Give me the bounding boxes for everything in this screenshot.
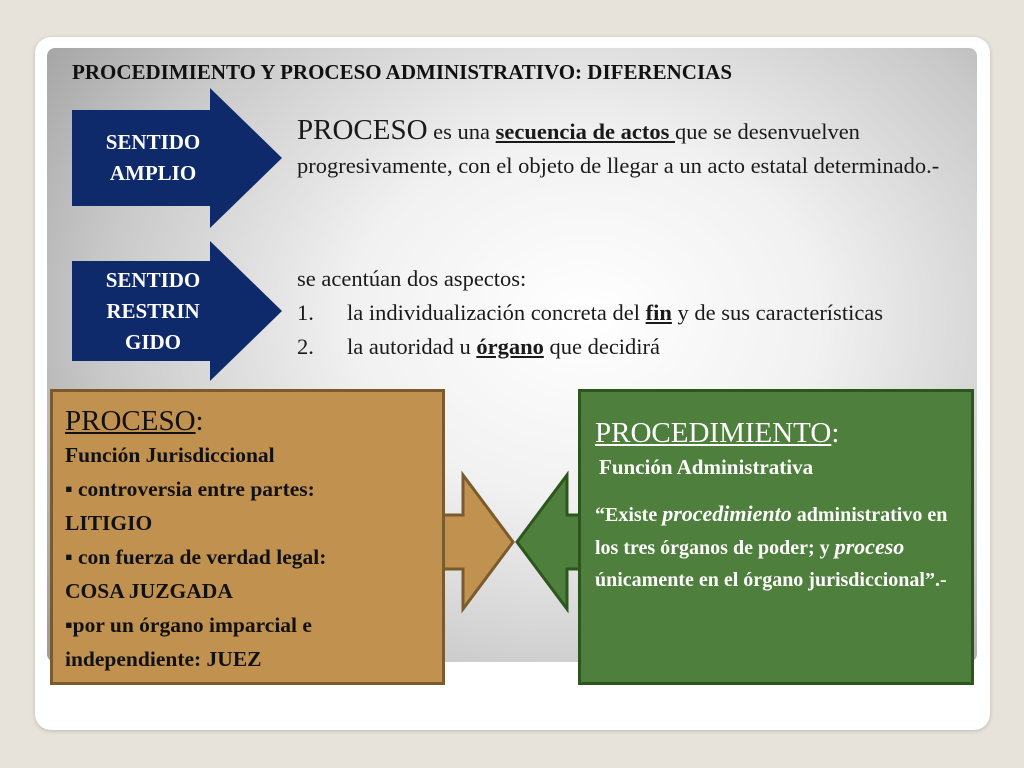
aspect-item: 1. la individualización concreta del fin y de sus características	[297, 300, 884, 325]
definition-term: PROCESO	[297, 114, 428, 146]
slide-title: PROCEDIMIENTO Y PROCESO ADMINISTRATIVO: DIFERENCIAS	[72, 60, 732, 84]
proceso-item: ▪ con fuerza de verdad legal:	[65, 545, 327, 569]
sentido-amplio-label: SENTIDO AMPLIO	[105, 130, 201, 185]
procedimiento-box	[578, 389, 974, 685]
sentido-restringido-label: SENTIDO RESTRIN GIDO	[105, 268, 201, 354]
aspects-list	[297, 262, 883, 364]
proceso-item: ▪por un órgano imparcial e	[65, 613, 312, 637]
opposing-arrows	[430, 470, 600, 615]
procedimiento-box-title: PROCEDIMIENTO:	[595, 417, 840, 449]
proceso-item: ▪ controversia entre partes:	[65, 477, 315, 501]
procedimiento-quote: “Existe procedimiento administrativo en los tres órganos de poder; y proceso únicamente en el órgano jurisdiccional”.-	[595, 501, 948, 591]
aspects-intro: se acentúan dos aspectos:	[297, 266, 527, 291]
proceso-definition: PROCESO es una secuencia de actos que se desenvuelven progresivamente, con el objeto de llegar a un acto estatal determinado.-	[297, 114, 940, 178]
procedimiento-box-subtitle: Función Administrativa	[599, 455, 814, 479]
aspect-item: 2. la autoridad u órgano que decidirá	[297, 334, 661, 359]
proceso-box-title: PROCESO:	[65, 405, 204, 437]
proceso-box: PROCESO: Función Jurisdiccional ▪ controversia entre partes: LITIGIO ▪ con fuerza de verdad legal: COSA JUZGADA ▪por un órgano imparcial e independiente: JUEZ	[50, 389, 445, 685]
definition-highlight: secuencia de actos	[495, 119, 675, 144]
proceso-box-subtitle: Función Jurisdiccional	[65, 443, 275, 467]
